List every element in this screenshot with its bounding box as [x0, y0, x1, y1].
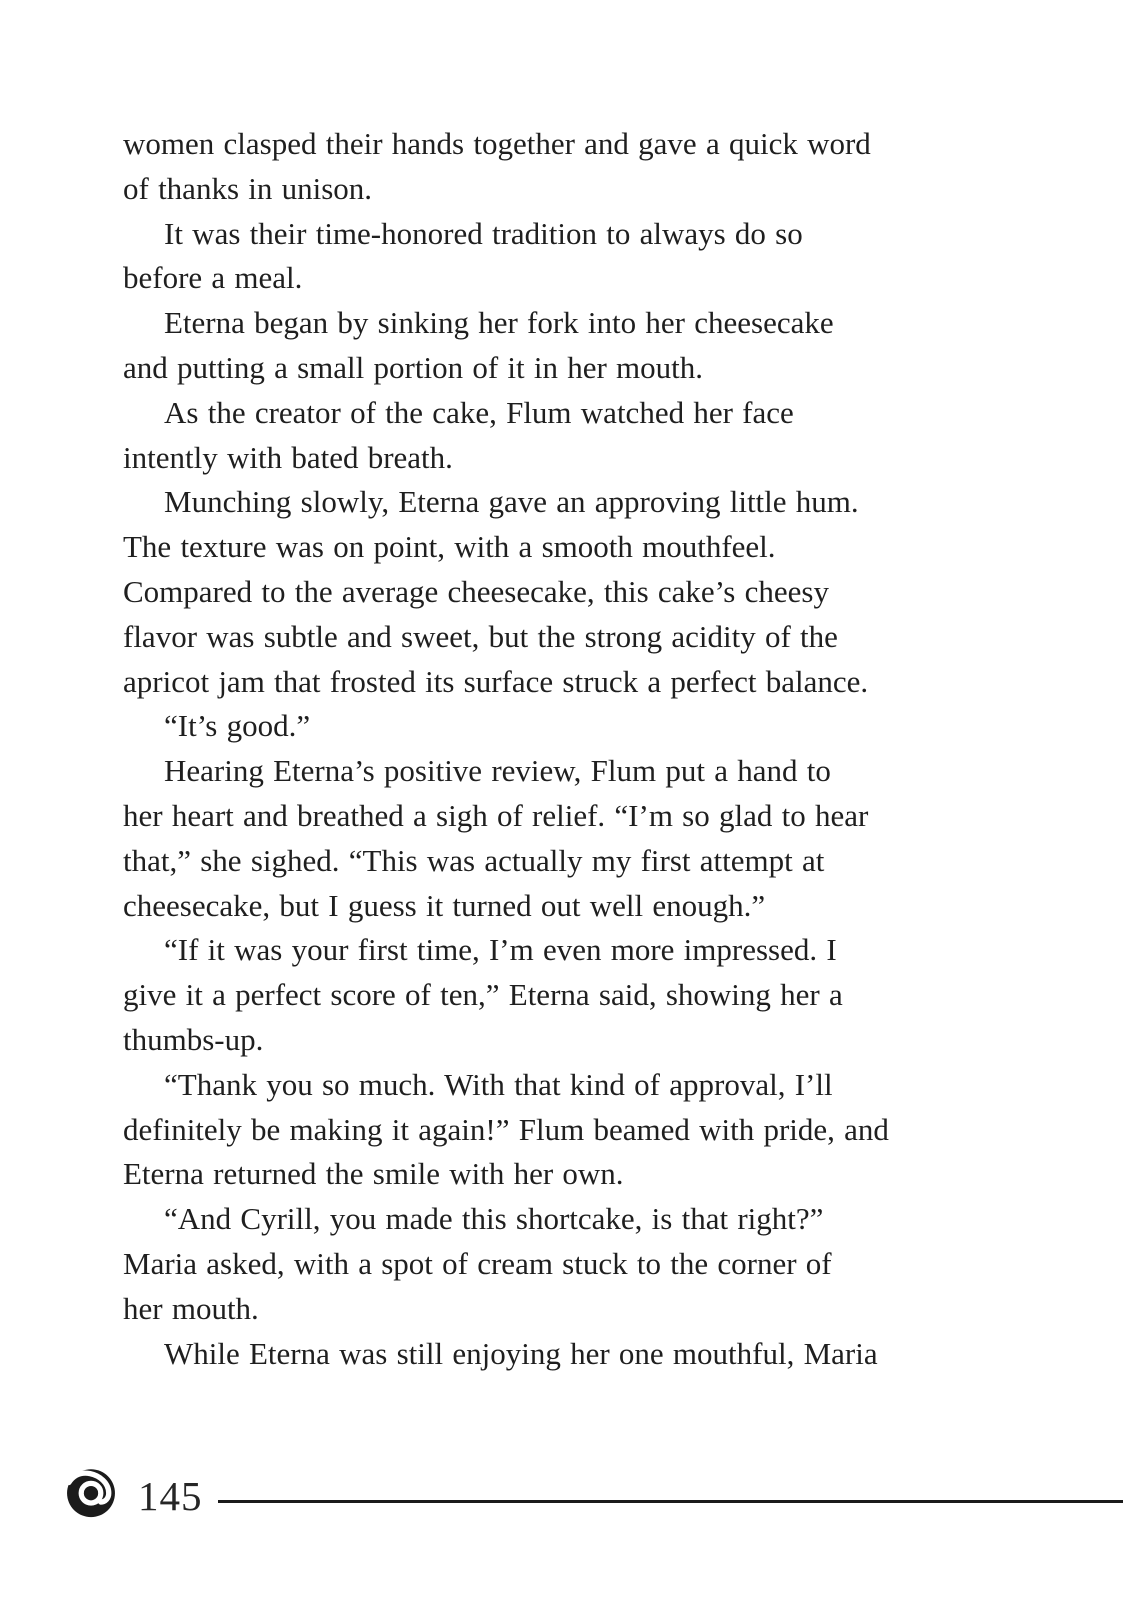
text-line: Hearing Eterna’s positive review, Flum put a hand to	[164, 753, 831, 789]
paragraph	[123, 704, 1023, 749]
page-number: 145	[138, 1473, 203, 1519]
text-line: Eterna returned the smile with her own.	[123, 1156, 624, 1192]
text-line: apricot jam that frosted its surface struck a perfect balance.	[123, 663, 869, 699]
text-line: As the creator of the cake, Flum watched her face	[164, 394, 794, 430]
text-line: give it a perfect score of ten,” Eterna said, showing her a	[123, 977, 843, 1013]
text-line: before a meal.	[123, 260, 303, 296]
text-line: Eterna began by sinking her fork into her cheesecake	[164, 305, 834, 341]
text-line: Compared to the average cheesecake, this cake’s cheesy	[123, 573, 829, 609]
text-line: definitely be making it again!” Flum beamed with pride, and	[123, 1111, 889, 1147]
swirl-publisher-logo-icon	[66, 1463, 116, 1518]
page-footer	[0, 1460, 1123, 1530]
text-line: “It’s good.”	[164, 708, 311, 744]
paragraph	[123, 480, 1023, 704]
paragraph	[123, 1197, 1023, 1331]
text-line: It was their time-honored tradition to always do so	[164, 215, 803, 251]
paragraph	[123, 1063, 1023, 1197]
paragraph	[123, 928, 1023, 1062]
text-line: her mouth.	[123, 1290, 259, 1326]
text-line: “If it was your first time, I’m even more impressed. I	[164, 932, 837, 968]
text-line: of thanks in unison.	[123, 170, 373, 206]
paragraph	[123, 391, 1023, 481]
text-line: flavor was subtle and sweet, but the strong acidity of the	[123, 618, 838, 654]
text-line: intently with bated breath.	[123, 439, 453, 475]
paragraph	[123, 749, 1023, 928]
text-line: thumbs-up.	[123, 1021, 264, 1057]
paragraph	[123, 1332, 1023, 1377]
paragraph	[123, 122, 1023, 212]
text-line: women clasped their hands together and gave a quick word	[123, 126, 871, 161]
paragraph	[123, 301, 1023, 391]
text-line: her heart and breathed a sigh of relief. “I’m so glad to hear	[123, 797, 869, 833]
text-line: The texture was on point, with a smooth mouthfeel.	[123, 529, 776, 565]
text-line: Munching slowly, Eterna gave an approving little hum.	[164, 484, 859, 520]
text-line: that,” she sighed. “This was actually my first attempt at	[123, 842, 825, 878]
text-line: “And Cyrill, you made this shortcake, is that right?”	[164, 1201, 824, 1237]
text-line: cheesecake, but I guess it turned out well enough.”	[123, 887, 766, 923]
text-line: While Eterna was still enjoying her one mouthful, Maria	[164, 1335, 878, 1371]
body-text	[123, 122, 1023, 1376]
paragraph	[123, 212, 1023, 302]
footer-rule	[218, 1500, 1123, 1503]
text-line: and putting a small portion of it in her mouth.	[123, 349, 704, 385]
text-line: “Thank you so much. With that kind of approval, I’ll	[164, 1066, 833, 1102]
text-line: Maria asked, with a spot of cream stuck to the corner of	[123, 1245, 832, 1281]
